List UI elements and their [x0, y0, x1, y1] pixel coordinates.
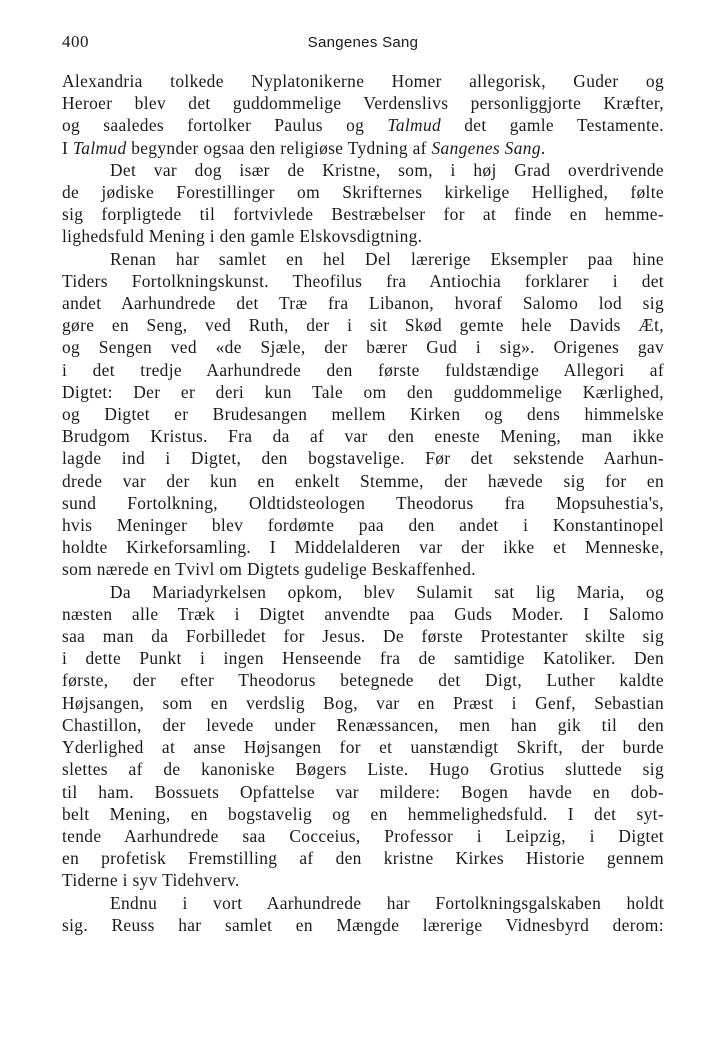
text-line: gøre en Seng, ved Ruth, der i sit Skød gemte hele Davids Æt,: [62, 315, 664, 336]
text-line: Endnu i vort Aarhundrede har Fortolkningsgalskaben holdt: [110, 892, 664, 913]
text-line: holdte Kirkeforsamling. I Middelalderen var der ikke et Menneske,: [62, 537, 664, 558]
text-line: andet Aarhundrede det Træ fra Libanon, hvoraf Salomo lod sig: [62, 293, 664, 314]
text-line: Det var dog især de Kristne, som, i høj Grad overdrivende: [110, 159, 664, 180]
text-line: Alexandria tolkede Nyplatonikerne Homer allegorisk, Guder og: [62, 71, 664, 91]
text-line: I Talmud begynder ogsaa den religiøse Tydning af Sangenes Sang.: [62, 137, 546, 158]
text-line: sig forpligtede til fortvivlede Bestræbelser for at finde en hemme-: [62, 204, 664, 225]
body-text: [62, 70, 664, 936]
text-line: i dette Punkt i ingen Henseende fra de samtidige Katoliker. Den: [62, 648, 664, 669]
text-line: belt Mening, en bogstavelig og en hemmelighedsfuld. I det syt-: [62, 803, 664, 824]
text-line: slettes af de kanoniske Bøgers Liste. Hugo Grotius sluttede sig: [62, 759, 664, 780]
text-line: saa man da Forbilledet for Jesus. De første Protestanter skilte sig: [62, 626, 664, 647]
text-line: drede var der kun en enkelt Stemme, der hævede sig for en: [62, 470, 664, 491]
text-line: Yderlighed at anse Højsangen for et uanstændigt Skrift, der burde: [62, 737, 664, 758]
italic-title: Talmud: [72, 137, 127, 158]
text-line: Brudgom Kristus. Fra da af var den eneste Mening, man ikke: [62, 426, 664, 447]
text-line: i det tredje Aarhundrede den første fuldstændige Allegori af: [62, 359, 664, 380]
text-line: og Digtet er Brudesangen mellem Kirken og dens himmelske: [62, 404, 664, 425]
text-line: lighedsfuld Mening i den gamle Elskovsdigtning.: [62, 226, 423, 247]
text-line: sig. Reuss har samlet en Mængde lærerige Vidnesbyrd derom:: [62, 914, 664, 935]
italic-title: Sangenes Sang: [431, 137, 541, 158]
page-number: 400: [62, 32, 89, 51]
text-line: som nærede en Tvivl om Digtets gudelige Beskaffenhed.: [62, 559, 476, 580]
text-line: Højsangen, som en verdslig Bog, var en Præst i Genf, Sebastian: [62, 692, 664, 713]
italic-title: Talmud: [387, 115, 442, 136]
text-line: en profetisk Fremstilling af den kristne Kirkes Historie gennem: [62, 848, 664, 869]
text-line: til ham. Bossuets Opfattelse var mildere: Bogen havde en dob-: [62, 781, 664, 802]
text-line: tende Aarhundrede saa Cocceius, Professor i Leipzig, i Digtet: [62, 825, 664, 846]
text-line: og saaledes fortolker Paulus og Talmud det gamle Testamente.: [62, 115, 664, 136]
text-line: de jødiske Forestillinger om Skrifternes kirkelige Hellighed, følte: [62, 182, 664, 203]
text-line: Chastillon, der levede under Renæssancen, men han gik til den: [62, 714, 664, 735]
text-line: sund Fortolkning, Oldtidsteologen Theodorus fra Mopsuhestia's,: [62, 492, 664, 513]
text-line: Da Mariadyrkelsen opkom, blev Sulamit sat lig Maria, og: [110, 581, 664, 602]
text-line: lagde ind i Digtet, den bogstavelige. Før det sekstende Aarhun-: [62, 448, 664, 469]
book-page: [62, 32, 664, 936]
text-line: Renan har samlet en hel Del lærerige Eksempler paa hine: [110, 248, 664, 269]
text-line: hvis Meninger blev fordømte paa den andet i Konstantinopel: [62, 515, 664, 536]
text-line: Tiderne i syv Tidehverv.: [62, 870, 240, 891]
page-header: [62, 32, 664, 58]
running-title: Sangenes Sang: [307, 34, 419, 51]
text-line: Heroer blev det guddommelige Verdenslivs personliggjorte Kræfter,: [62, 93, 664, 114]
text-line: Tiders Fortolkningskunst. Theofilus fra Antiochia forklarer i det: [62, 270, 664, 291]
text-line: næsten alle Træk i Digtet anvendte paa Guds Moder. I Salomo: [62, 603, 664, 624]
text-line: og Sengen ved «de Sjæle, der bærer Gud i sig». Origenes gav: [62, 337, 664, 358]
text-line: første, der efter Theodorus betegnede det Digt, Luther kaldte: [62, 670, 664, 691]
text-line: Digtet: Der er deri kun Tale om den guddommelige Kærlighed,: [62, 381, 664, 402]
